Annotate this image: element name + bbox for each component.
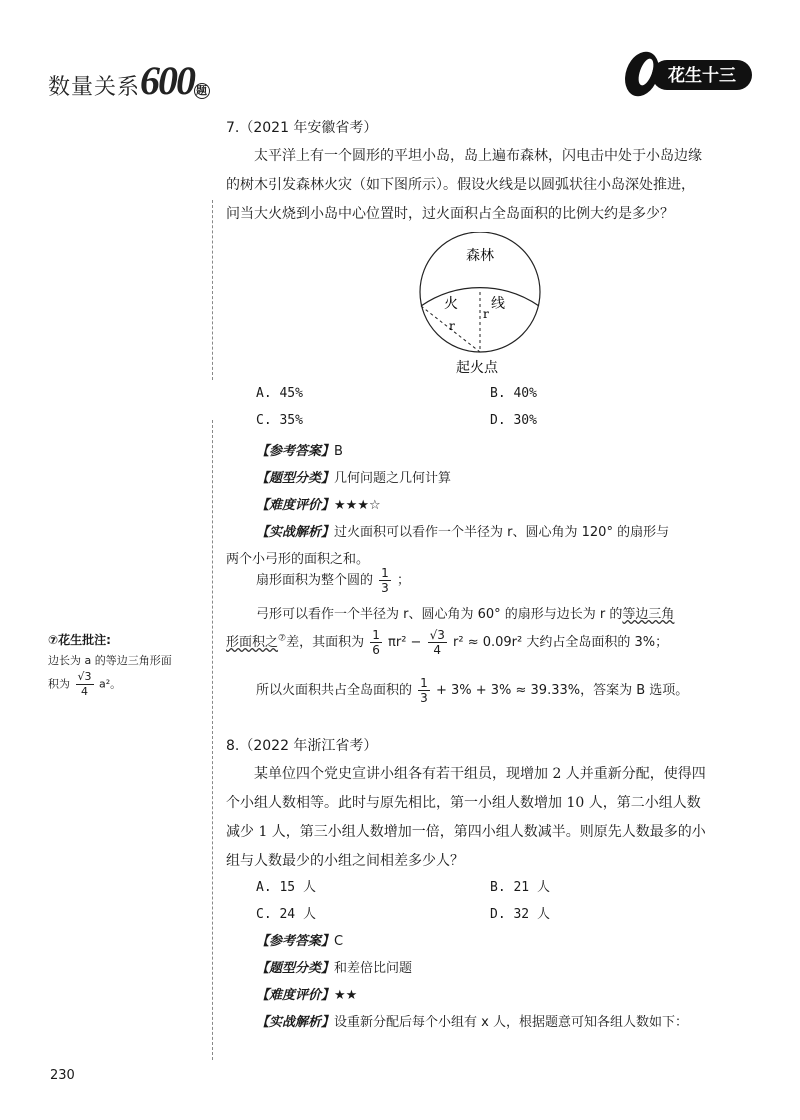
peanut-annotation-7 xyxy=(48,631,198,699)
svg-text:花生十三: 花生十三 xyxy=(668,66,736,86)
q7-island-figure xyxy=(405,232,555,377)
q7-option-d: D. 30% xyxy=(490,413,537,428)
annotation-line: 边长为 a 的等边三角形面 xyxy=(48,654,172,667)
q7-analysis-line: 扇形面积为整个圆的 $\frac{1}{3}$ ； xyxy=(256,566,410,595)
q7-type: 【题型分类】几何问题之几何计算 xyxy=(256,471,452,486)
q8-stem-line: 某单位四个党史宣讲小组各有若干组员，现增加 2 人并重新分配，使得四 xyxy=(254,766,706,782)
q8-stem xyxy=(226,760,746,876)
q7-option-c: C. 35% xyxy=(256,413,303,428)
q8-difficulty: 【难度评价】★★ xyxy=(256,988,358,1003)
page-number: 230 xyxy=(50,1068,75,1083)
fraction-sqrt3-over-4: $\frac{√3}{4}$ xyxy=(429,628,445,657)
q7-difficulty: 【难度评价】★★★☆ xyxy=(256,498,381,513)
forest-label: 森林 xyxy=(466,248,494,264)
q8-analysis-line: 【实战解析】设重新分配后每个小组有 x 人，根据题意可知各组人数如下： xyxy=(256,1015,688,1030)
margin-guide-line xyxy=(212,420,213,1060)
ignition-point-label: 起火点 xyxy=(456,360,498,376)
q8-stem-line: 组与人数最少的小组之间相差多少人？ xyxy=(226,853,464,869)
fraction-one-third: $\frac{1}{3}$ xyxy=(420,676,428,705)
book-title: 数量关系600 题 xyxy=(48,58,209,103)
annotation-title: ⑦花生批注: xyxy=(48,633,111,647)
q8-type: 【题型分类】和差倍比问题 xyxy=(256,961,413,976)
radius-label: r xyxy=(449,319,455,333)
q7-stem-line: 问当大火烧到小岛中心位置时，过火面积占全岛面积的比例大约是多少？ xyxy=(226,206,674,222)
q7-analysis-line: 形面积之⑦差，其面积为 $\frac{1}{6}$ πr² − $\frac{√3}{4}$ r² ≈ 0.09r² 大约占全岛面积的 3%； xyxy=(226,628,669,657)
q7-stem-line: 太平洋上有一个圆形的平坦小岛，岛上遍布森林，闪电击中处于小岛边缘 xyxy=(254,148,702,164)
radius-label: r xyxy=(483,307,489,321)
q8-answer: 【参考答案】C xyxy=(256,934,344,949)
q7-stem xyxy=(226,142,746,229)
fire-label-right: 线 xyxy=(491,296,505,312)
q8-option-b: B. 21 人 xyxy=(490,880,550,895)
q7-option-a: A. 45% xyxy=(256,386,303,401)
q8-stem-line: 个小组人数相等。此时与原先相比，第一小组人数增加 10 人，第二小组人数 xyxy=(226,795,701,811)
annotation-line: 积为 $\frac{√3}{4}$ a²。 xyxy=(48,670,122,698)
fire-label-left: 火 xyxy=(444,296,458,312)
q7-analysis-line: 两个小弓形的面积之和。 xyxy=(226,552,370,567)
fraction-one-sixth: $\frac{1}{6}$ xyxy=(372,628,380,657)
q7-analysis-line: 弓形可以看作一个半径为 r、圆心角为 60° 的扇形与边长为 r 的等边三角 xyxy=(256,607,675,622)
q8-heading: 8.（2022 年浙江省考） xyxy=(226,738,378,754)
q7-heading: 7.（2021 年安徽省考） xyxy=(226,120,378,136)
q7-answer: 【参考答案】B xyxy=(256,444,343,459)
fire-arc xyxy=(421,288,539,306)
q8-option-d: D. 32 人 xyxy=(490,907,550,922)
q7-stem-line: 的树木引发森林火灾（如下图所示）。假设火线是以圆弧状往小岛深处推进， xyxy=(226,177,695,193)
q8-option-c: C. 24 人 xyxy=(256,907,316,922)
q7-analysis-line: 【实战解析】过火面积可以看作一个半径为 r、圆心角为 120° 的扇形与 xyxy=(256,525,670,540)
margin-guide-line xyxy=(212,200,213,380)
q8-option-a: A. 15 人 xyxy=(256,880,316,895)
q8-stem-line: 减少 1 人，第三小组人数增加一倍，第四小组人数减半。则原先人数最多的小 xyxy=(226,824,706,840)
brand-logo xyxy=(616,48,756,100)
q7-option-b: B. 40% xyxy=(490,386,537,401)
fraction-one-third: $\frac{1}{3}$ xyxy=(381,566,389,595)
q7-analysis-line: 所以火面积共占全岛面积的 $\frac{1}{3}$ + 3% + 3% ≈ 39.33%，答案为 B 选项。 xyxy=(256,676,689,705)
